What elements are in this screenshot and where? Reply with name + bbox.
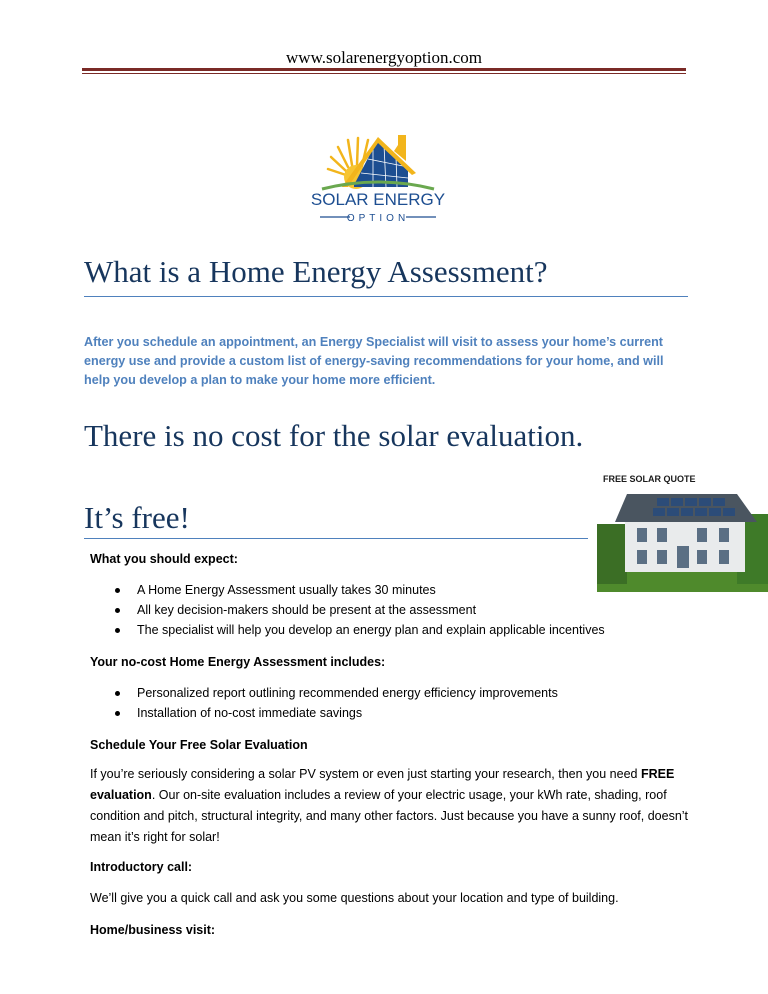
- bullet-icon: [115, 608, 120, 613]
- svg-text:SOLAR ENERGY: SOLAR ENERGY: [310, 190, 446, 209]
- includes-heading: Your no-cost Home Energy Assessment includes:: [90, 655, 386, 669]
- expect-list: [90, 580, 690, 640]
- free-heading-underline: [84, 538, 588, 539]
- no-cost-heading: There is no cost for the solar evaluation.: [84, 418, 584, 453]
- visit-heading: Home/business visit:: [90, 923, 216, 937]
- intro-paragraph: After you schedule an appointment, an Energy Specialist will visit to assess your home’s current energy use and provide a custom list of energy-saving recommendations for your home, and will help you develop a plan to make your home more efficient.: [84, 335, 664, 387]
- includes-list: [90, 683, 690, 723]
- free-heading: It’s free!: [84, 500, 190, 535]
- intro-call-heading: Introductory call:: [90, 860, 193, 874]
- schedule-heading: Schedule Your Free Solar Evaluation: [90, 738, 308, 752]
- list-item: Installation of no-cost immediate savings: [90, 703, 690, 723]
- header-rule-thin: [82, 73, 686, 74]
- list-item: A Home Energy Assessment usually takes 30 minutes: [90, 580, 690, 600]
- header-url: www.solarenergyoption.com: [286, 48, 482, 67]
- title-underline: [84, 296, 688, 297]
- document-body: [90, 552, 690, 937]
- svg-text:OPTION: OPTION: [346, 213, 410, 223]
- page-title: What is a Home Energy Assessment?: [84, 254, 548, 289]
- intro-call-paragraph: We’ll give you a quick call and ask you some questions about your location and type of building.: [90, 891, 619, 905]
- expect-heading: What you should expect:: [90, 552, 238, 566]
- list-item: The specialist will help you develop an energy plan and explain applicable incentives: [90, 620, 690, 640]
- list-item: Personalized report outlining recommended energy efficiency improvements: [90, 683, 690, 703]
- header-rule: [82, 68, 686, 71]
- bullet-icon: [115, 691, 120, 696]
- bullet-icon: [115, 711, 120, 716]
- solar-energy-option-logo: [298, 125, 458, 223]
- schedule-paragraph: If you’re seriously considering a solar PV system or even just starting your research, then you need FREE evaluation. Our on-site evaluation includes a review of your electric usage, your kWh rate, shading, roof condition and pitch, structural integrity, and many other factors. Just because you have a sunny roof, doesn’t mean it’s right for solar!: [90, 767, 689, 844]
- photo-label: FREE SOLAR QUOTE: [603, 474, 696, 484]
- bullet-icon: [115, 588, 120, 593]
- bullet-icon: [115, 628, 120, 633]
- list-item: All key decision-makers should be present at the assessment: [90, 600, 690, 620]
